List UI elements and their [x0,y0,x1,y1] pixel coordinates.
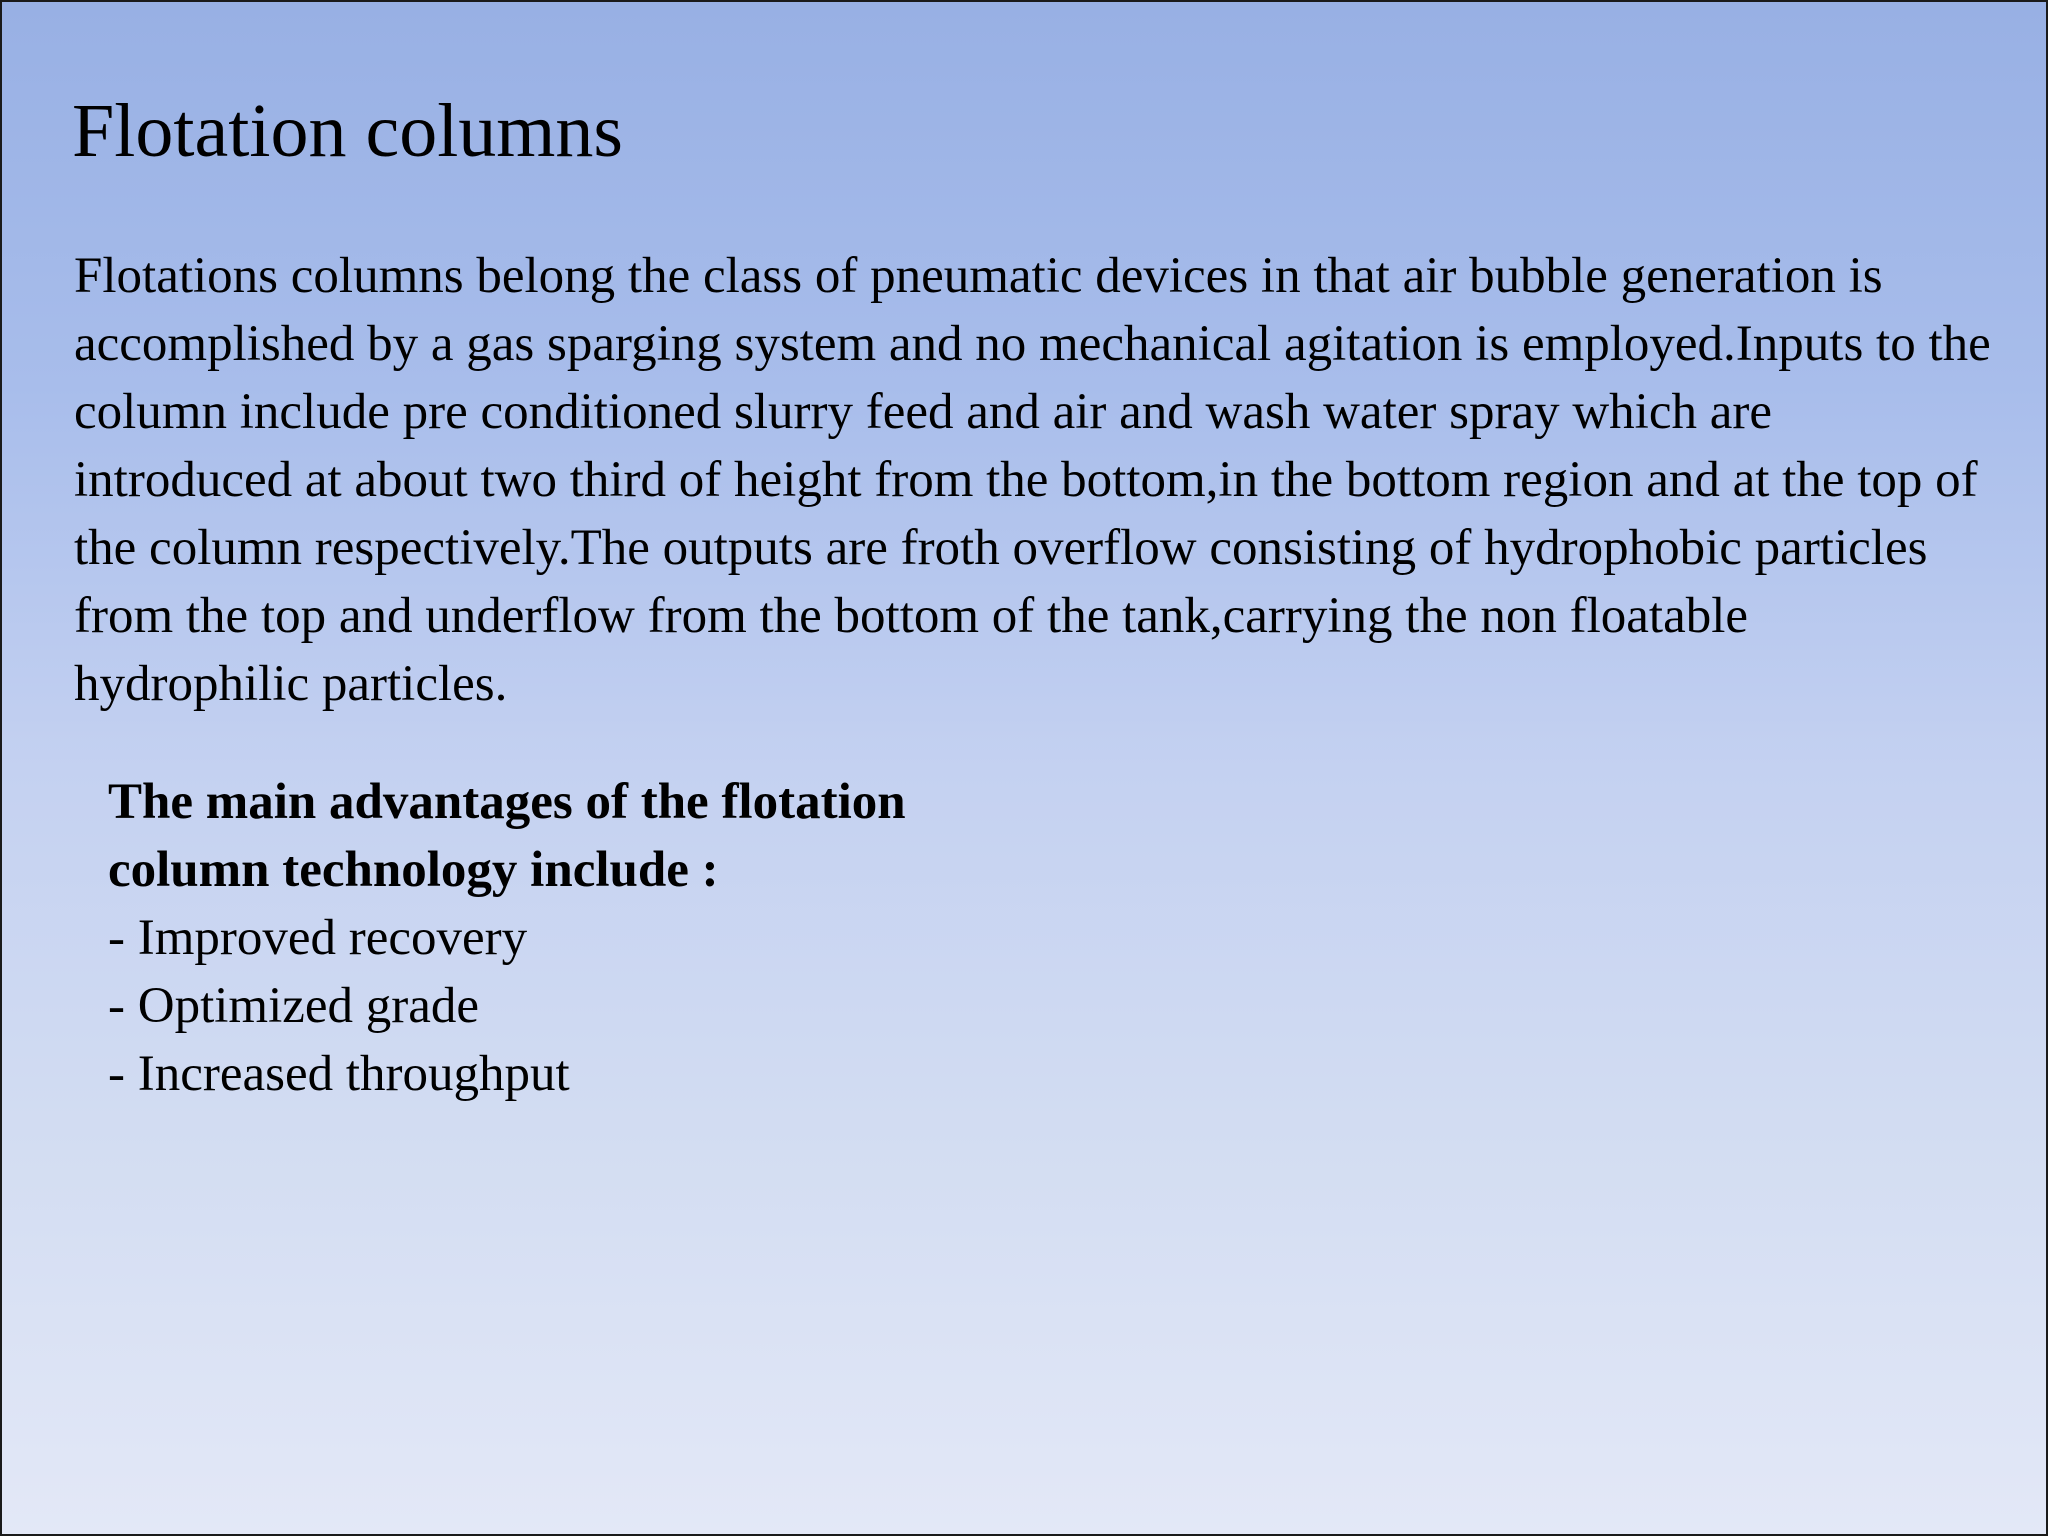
advantages-section [108,768,1108,1108]
advantages-heading-line2: column technology include : [108,842,719,898]
list-item: - Improved recovery [108,910,528,966]
slide-title: Flotation columns [72,89,623,173]
body-paragraph: Flotations columns belong the class of pneumatic devices in that air bubble generation is accomplished by a gas sparging system and no mechanical agitation is employed.Inputs to the column include pre conditioned slurry feed and air and wash water spray which are introduced at about two third of height from the bottom,in the bottom region and at the top of the column respectively.The outputs are froth overflow consisting of hydrophobic particles from the top and underflow from the bottom of the tank,carrying the non floatable hydrophilic particles. [74,248,1991,712]
advantages-heading [108,768,1108,904]
list-item: - Optimized grade [108,978,480,1034]
advantages-list [108,904,1108,1108]
advantages-heading-line1: The main advantages of the flotation [108,774,906,830]
list-item: - Increased throughput [108,1046,570,1102]
